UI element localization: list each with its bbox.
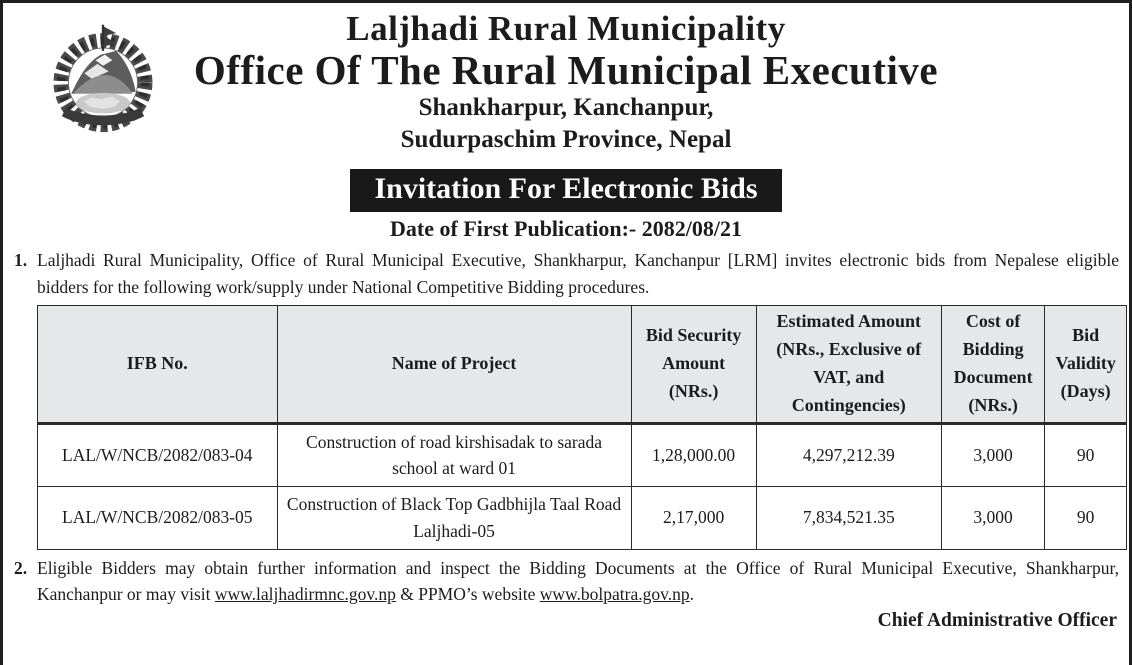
notice-item-1-number: 1.	[14, 250, 28, 271]
table-header-row	[38, 305, 1127, 423]
document-cost-cell: 3,000	[941, 486, 1044, 549]
bid-validity-cell: 90	[1045, 486, 1127, 549]
publication-date: Date of First Publication:- 2082/08/21	[390, 216, 742, 242]
signatory-title: Chief Administrative Officer	[877, 610, 1117, 632]
address-line-1: Shankharpur, Kanchanpur,	[418, 94, 714, 122]
bid-security-cell: 1,28,000.00	[631, 423, 756, 486]
col-header-document-cost: Cost of Bidding Document (NRs.)	[941, 305, 1044, 423]
col-header-estimated-amount: Estimated Amount (NRs., Exclusive of VAT, and Contingencies)	[756, 305, 941, 423]
notice-item-2-text: Eligible Bidders may obtain further information and inspect the Bidding Documents at the Office of Rural Municipal Executive, Shankharpur, Kanchanpur or may visit	[37, 557, 1119, 604]
notice-item-2-text-after: .	[689, 583, 694, 604]
estimated-amount-cell: 7,834,521.35	[756, 486, 941, 549]
col-header-project-name: Name of Project	[277, 305, 631, 423]
notice-item-2	[13, 555, 1119, 608]
bid-security-cell: 2,17,000	[631, 486, 756, 549]
estimated-amount-cell: 4,297,212.39	[756, 423, 941, 486]
laljhadirmnc-website-link[interactable]: www.laljhadirmnc.gov.np	[214, 583, 396, 604]
office-title: Office Of The Rural Municipal Executive	[193, 47, 939, 94]
notice-item-2-number: 2.	[14, 557, 28, 578]
notice-item-1-text: Laljhadi Rural Municipality, Office of Rural Municipal Executive, Shankharpur, Kanchanpur [LRM] invites electronic bids from Nepalese eligible bidders for the following work/supply under National Competitive Bidding procedures.	[37, 250, 1119, 297]
table-row	[38, 423, 1127, 486]
notice-item-2-text-middle: & PPMO’s website	[395, 583, 540, 604]
emblem-of-nepal-icon	[47, 19, 159, 135]
col-header-bid-security: Bid Security Amount (NRs.)	[631, 305, 756, 423]
col-header-ifb-no: IFB No.	[38, 305, 278, 423]
invitation-banner: Invitation For Electronic Bids	[350, 169, 781, 212]
col-header-bid-validity: Bid Validity (Days)	[1045, 305, 1127, 423]
notice-item-1	[13, 247, 1119, 300]
project-name-cell: Construction of Black Top Gadbhijla Taal Road Laljhadi-05	[277, 486, 631, 549]
ifb-no-cell: LAL/W/NCB/2082/083-05	[38, 486, 278, 549]
bolpatra-website-link[interactable]: www.bolpatra.gov.np	[539, 583, 690, 604]
bid-validity-cell: 90	[1045, 423, 1127, 486]
bid-table	[37, 305, 1127, 550]
document-cost-cell: 3,000	[941, 423, 1044, 486]
municipality-title: Laljhadi Rural Municipality	[346, 9, 786, 48]
table-row	[38, 486, 1127, 549]
project-name-cell: Construction of road kirshisadak to sarada school at ward 01	[277, 423, 631, 486]
banner-row	[11, 169, 1121, 212]
ifb-no-cell: LAL/W/NCB/2082/083-04	[38, 423, 278, 486]
emblem-of-nepal-logo	[47, 19, 159, 135]
address-line-2: Sudurpaschim Province, Nepal	[400, 126, 732, 154]
